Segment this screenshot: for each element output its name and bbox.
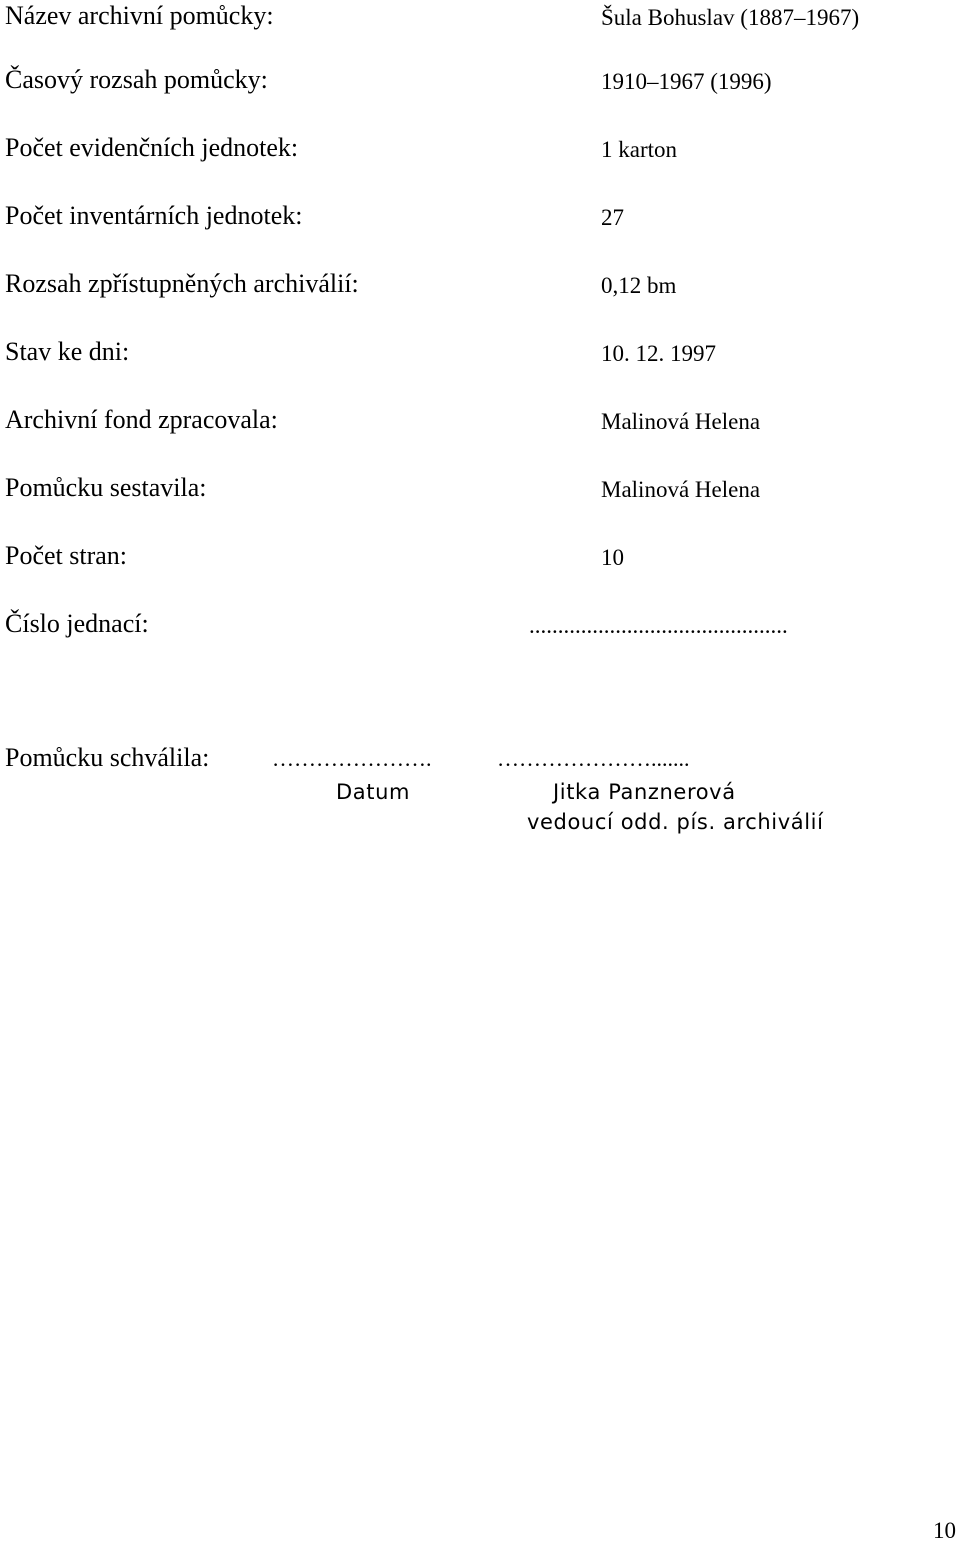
field-label: Počet inventárních jednotek:	[5, 201, 303, 230]
approver-role: vedoucí odd. pís. archiválií	[527, 810, 824, 834]
field-value: Malinová Helena	[601, 477, 761, 502]
field-value: 10	[601, 545, 624, 570]
field-row-status-date	[0, 336, 960, 376]
field-label: Počet stran:	[5, 541, 128, 570]
field-value: 1910–1967 (1996)	[601, 69, 772, 94]
field-label: Název archivní pomůcky:	[5, 1, 274, 30]
field-label: Archivní fond zpracovala:	[5, 405, 278, 434]
field-value: Šula Bohuslav (1887–1967)	[601, 5, 860, 30]
field-value: Malinová Helena	[601, 409, 761, 434]
field-row-inventory-units	[0, 200, 960, 240]
approval-label: Pomůcku schválila:	[5, 743, 210, 772]
field-label: Stav ke dni:	[5, 337, 130, 366]
field-label: Počet evidenčních jednotek:	[5, 133, 299, 162]
field-label: Pomůcku sestavila:	[5, 473, 207, 502]
field-value: .............................................	[529, 613, 788, 638]
field-label: Rozsah zpřístupněných archiválií:	[5, 269, 359, 298]
field-row-compiled-by	[0, 472, 960, 512]
field-label: Časový rozsah pomůcky:	[5, 65, 268, 94]
approval-date-caption: Datum	[336, 780, 411, 804]
field-row-evidence-units	[0, 132, 960, 172]
field-row-extent	[0, 268, 960, 308]
approval-date-line: ………………….	[272, 746, 432, 771]
approval-signature-line: ………………….......	[497, 746, 690, 771]
field-value: 1 karton	[601, 137, 678, 162]
field-row-reference-number	[0, 608, 960, 648]
approver-name: Jitka Panznerová	[553, 780, 736, 804]
field-row-title	[0, 0, 960, 40]
field-row-page-count	[0, 540, 960, 580]
field-label: Číslo jednací:	[5, 609, 149, 638]
field-value: 27	[601, 205, 624, 230]
field-value: 10. 12. 1997	[601, 341, 716, 366]
field-row-time-range	[0, 64, 960, 104]
page-number: 10	[933, 1518, 956, 1543]
field-row-processed-by	[0, 404, 960, 444]
field-value: 0,12 bm	[601, 273, 677, 298]
